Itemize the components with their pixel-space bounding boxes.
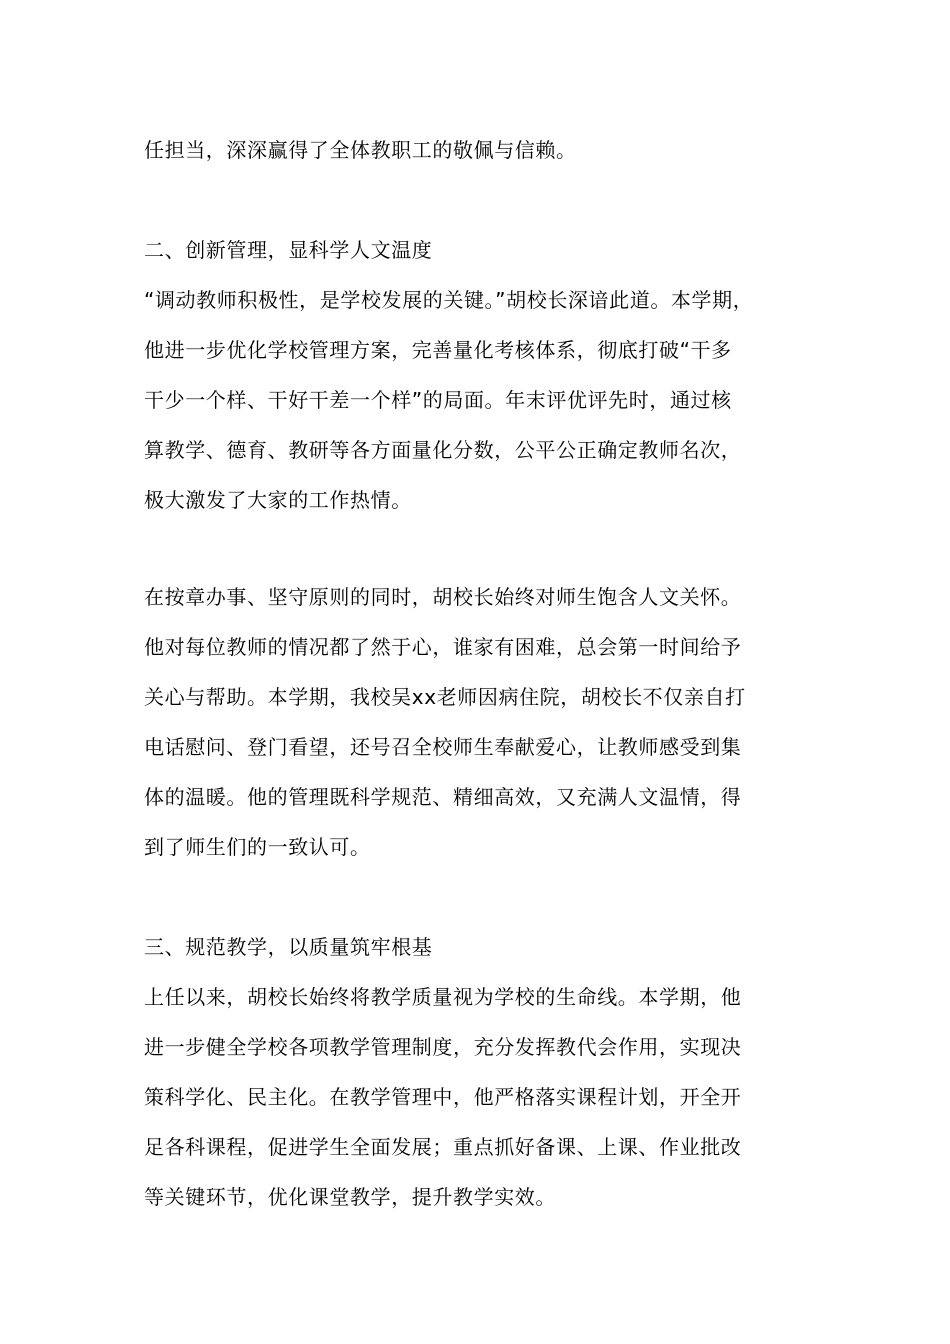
text-line: 进一步健全学校各项教学管理制度，充分发挥教代会作用，实现决 <box>144 1035 742 1059</box>
text-line: 体的温暖。他的管理既科学规范、精细高效，又充满人文温情，得 <box>144 785 742 809</box>
text-line: 他进一步优化学校管理方案，完善量化考核体系，彻底打破“干多 <box>144 338 732 362</box>
text-line: 上任以来，胡校长始终将教学质量视为学校的生命线。本学期，他 <box>144 985 742 1009</box>
text-line: 在按章办事、坚守原则的同时，胡校长始终对师生饱含人文关怀。 <box>144 585 742 609</box>
text-line: 到了师生们的一致认可。 <box>144 835 371 859</box>
text-line: 足各科课程，促进学生全面发展；重点抓好备课、上课、作业批改 <box>144 1135 742 1159</box>
text-line: 关心与帮助。本学期，我校吴xx老师因病住院，胡校长不仅亲自打 <box>144 685 746 709</box>
text-line: “调动教师积极性，是学校发展的关键。”胡校长深谙此道。本学期， <box>144 288 754 312</box>
text-line: 极大激发了大家的工作热情。 <box>144 488 412 512</box>
text-line: 任担当，深深赢得了全体教职工的敬佩与信赖。 <box>144 138 577 162</box>
text-line: 干少一个样、干好干差一个样”的局面。年末评优评先时，通过核 <box>144 388 732 412</box>
text-line: 策科学化、民主化。在教学管理中，他严格落实课程计划，开全开 <box>144 1085 742 1109</box>
text-line: 电话慰问、登门看望，还号召全校师生奉献爱心，让教师感受到集 <box>144 735 742 759</box>
text-line: 算教学、德育、教研等各方面量化分数，公平公正确定教师名次， <box>144 438 742 462</box>
section-heading: 三、规范教学，以质量筑牢根基 <box>144 935 433 959</box>
text-line: 等关键环节，优化课堂教学，提升教学实效。 <box>144 1185 556 1209</box>
section-heading: 二、创新管理，显科学人文温度 <box>144 238 433 262</box>
text-line: 他对每位教师的情况都了然于心，谁家有困难，总会第一时间给予 <box>144 635 742 659</box>
